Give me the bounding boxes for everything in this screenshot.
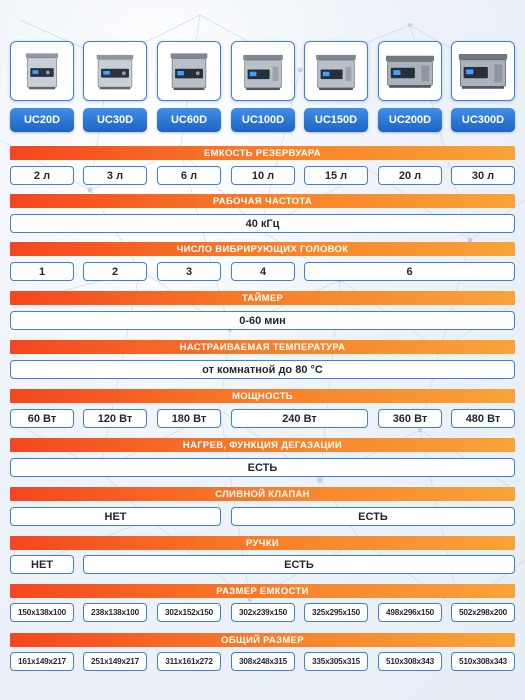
product-card[interactable] (304, 41, 368, 132)
overall-size-cell: 311х161х272 (157, 652, 221, 671)
product-photo (451, 41, 515, 101)
product-card[interactable] (83, 41, 147, 132)
ultrasonic-cleaner-icon (165, 49, 213, 93)
power-cell: 240 Вт (231, 409, 368, 428)
ultrasonic-cleaner-icon (92, 49, 138, 93)
product-model-label: UC100D (231, 108, 295, 132)
heads-cell: 3 (157, 262, 221, 281)
product-model-label: UC60D (157, 108, 221, 132)
product-card[interactable] (157, 41, 221, 132)
capacity-cell: 2 л (10, 166, 74, 185)
heating-cell: ЕСТЬ (10, 458, 515, 477)
product-model-label: UC30D (83, 108, 147, 132)
overall-size-cell: 251х149х217 (83, 652, 147, 671)
product-photo (10, 41, 74, 101)
product-photo (157, 41, 221, 101)
power-cell: 180 Вт (157, 409, 221, 428)
overall-size-cell: 510х308х343 (451, 652, 515, 671)
product-card[interactable] (451, 41, 515, 132)
power-cell: 120 Вт (83, 409, 147, 428)
section-header-handles: РУЧКИ (10, 536, 515, 550)
product-photo (231, 41, 295, 101)
capacity-cell: 6 л (157, 166, 221, 185)
product-photo (378, 41, 442, 101)
section-header-tank-size: РАЗМЕР ЕМКОСТИ (10, 584, 515, 598)
section-header-capacity: ЕМКОСТЬ РЕЗЕРВУАРА (10, 146, 515, 160)
temperature-cell: от комнатной до 80 °C (10, 360, 515, 379)
tank-size-cell: 325х295х150 (304, 603, 368, 622)
tank-size-cell: 150х138х100 (10, 603, 74, 622)
handles-cell: НЕТ (10, 555, 74, 574)
overall-size-cell: 161х149х217 (10, 652, 74, 671)
overall-size-cell: 335х305х315 (304, 652, 368, 671)
section-header-heating: НАГРЕВ, ФУНКЦИЯ ДЕГАЗАЦИИ (10, 438, 515, 452)
timer-cell: 0-60 мин (10, 311, 515, 330)
drain-cell: НЕТ (10, 507, 221, 526)
overall-size-cell: 308х248х315 (231, 652, 295, 671)
heads-cell: 4 (231, 262, 295, 281)
drain-cell: ЕСТЬ (231, 507, 515, 526)
capacity-cell: 15 л (304, 166, 368, 185)
capacity-cell: 20 л (378, 166, 442, 185)
ultrasonic-cleaner-icon (20, 49, 64, 93)
frequency-cell: 40 кГц (10, 214, 515, 233)
ultrasonic-cleaner-icon (238, 49, 288, 93)
tank-size-cell: 502х298х200 (451, 603, 515, 622)
tank-size-cell: 302х239х150 (231, 603, 295, 622)
section-header-drain: СЛИВНОЙ КЛАПАН (10, 487, 515, 501)
product-card[interactable] (10, 41, 74, 132)
section-header-timer: ТАЙМЕР (10, 291, 515, 305)
handles-cell: ЕСТЬ (83, 555, 515, 574)
capacity-cell: 10 л (231, 166, 295, 185)
overall-size-cell: 510х308х343 (378, 652, 442, 671)
product-photo (83, 41, 147, 101)
product-card[interactable] (378, 41, 442, 132)
heads-cell: 6 (304, 262, 515, 281)
tank-size-cell: 498х296х150 (378, 603, 442, 622)
power-cell: 60 Вт (10, 409, 74, 428)
tank-size-cell: 238х138х100 (83, 603, 147, 622)
section-header-temperature: НАСТРАИВАЕМАЯ ТЕМПЕРАТУРА (10, 340, 515, 354)
ultrasonic-cleaner-icon (456, 50, 510, 92)
product-model-label: UC300D (451, 108, 515, 132)
product-card[interactable] (231, 41, 295, 132)
power-cell: 360 Вт (378, 409, 442, 428)
product-model-label: UC150D (304, 108, 368, 132)
product-photo (304, 41, 368, 101)
product-model-label: UC20D (10, 108, 74, 132)
section-header-heads: ЧИСЛО ВИБРИРУЮЩИХ ГОЛОВОК (10, 242, 515, 256)
heads-cell: 1 (10, 262, 74, 281)
product-model-label: UC200D (378, 108, 442, 132)
tank-size-cell: 302х152х150 (157, 603, 221, 622)
ultrasonic-cleaner-icon (383, 51, 437, 91)
heads-cell: 2 (83, 262, 147, 281)
section-header-frequency: РАБОЧАЯ ЧАСТОТА (10, 194, 515, 208)
capacity-cell: 3 л (83, 166, 147, 185)
capacity-cell: 30 л (451, 166, 515, 185)
section-header-overall-size: ОБЩИЙ РАЗМЕР (10, 633, 515, 647)
section-header-power: МОЩНОСТЬ (10, 389, 515, 403)
power-cell: 480 Вт (451, 409, 515, 428)
ultrasonic-cleaner-icon (311, 49, 361, 93)
